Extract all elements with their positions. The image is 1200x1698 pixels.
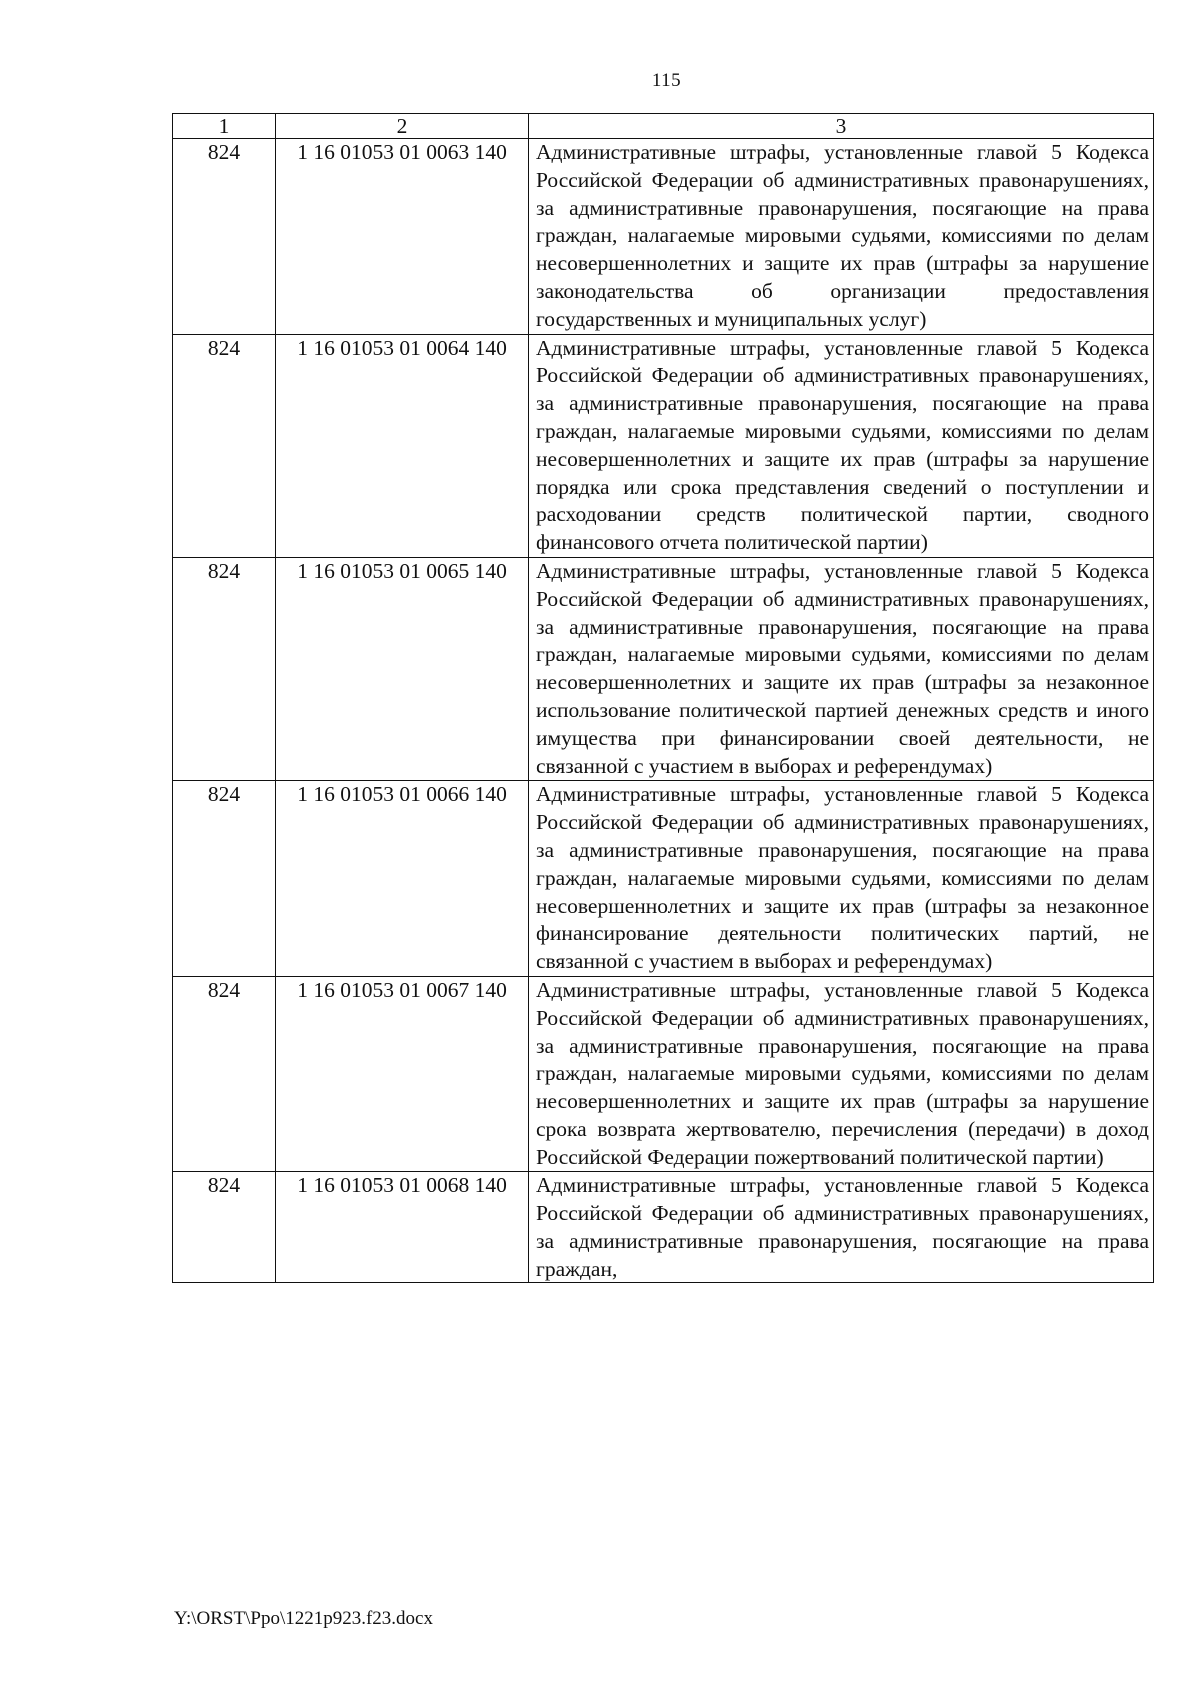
description-cell: Административные штрафы, установленные главой 5 Кодекса Российской Федерации об административных правонарушениях, за административные правонарушения, посягающие на права граждан, налагаемые мировыми судьями, комиссиями по делам несовершеннолетних и защите их прав (штрафы за нарушение порядка или срока представления сведений о поступлении и расходовании средств политической партии, сводного финансового отчета политической партии)	[529, 334, 1154, 557]
budget-code-cell: 1 16 01053 01 0067 140	[276, 976, 529, 1172]
budget-codes-table	[172, 113, 1154, 1283]
description-cell: Административные штрафы, установленные главой 5 Кодекса Российской Федерации об административных правонарушениях, за административные правонарушения, посягающие на права граждан, налагаемые мировыми судьями, комиссиями по делам несовершеннолетних и защите их прав (штрафы за незаконное финансирование деятельности политических партий, не связанной с участием в выборах и референдумах)	[529, 781, 1154, 977]
table-row	[173, 139, 1154, 335]
admin-code-cell: 824	[173, 334, 276, 557]
description-text: Административные штрафы, установленные главой 5 Кодекса Российской Федерации об административных правонарушениях, за административные правонарушения, посягающие на права граждан,	[536, 1173, 1149, 1281]
page-number: 115	[651, 70, 682, 91]
table-row	[173, 781, 1154, 977]
table-row	[173, 557, 1154, 780]
column-header-3: 3	[529, 114, 1154, 139]
column-header-2: 2	[276, 114, 529, 139]
description-cell	[529, 1172, 1154, 1283]
admin-code-cell: 824	[173, 557, 276, 780]
admin-code-cell: 824	[173, 781, 276, 977]
admin-code-cell: 824	[173, 139, 276, 335]
table-header-row	[173, 114, 1154, 139]
budget-code-cell: 1 16 01053 01 0065 140	[276, 557, 529, 780]
budget-code-cell: 1 16 01053 01 0063 140	[276, 139, 529, 335]
budget-code-cell: 1 16 01053 01 0068 140	[276, 1172, 529, 1283]
admin-code-cell: 824	[173, 1172, 276, 1283]
column-header-1: 1	[173, 114, 276, 139]
table-row	[173, 334, 1154, 557]
table-row	[173, 976, 1154, 1172]
description-cell: Административные штрафы, установленные главой 5 Кодекса Российской Федерации об административных правонарушениях, за административные правонарушения, посягающие на права граждан, налагаемые мировыми судьями, комиссиями по делам несовершеннолетних и защите их прав (штрафы за незаконное использование политической партией денежных средств и иного имущества при финансировании своей деятельности, не связанной с участием в выборах и референдумах)	[529, 557, 1154, 780]
admin-code-cell: 824	[173, 976, 276, 1172]
description-cell: Административные штрафы, установленные главой 5 Кодекса Российской Федерации об административных правонарушениях, за административные правонарушения, посягающие на права граждан, налагаемые мировыми судьями, комиссиями по делам несовершеннолетних и защите их прав (штрафы за нарушение законодательства об организации предоставления государственных и муниципальных услуг)	[529, 139, 1154, 335]
table-row	[173, 1172, 1154, 1283]
description-cell: Административные штрафы, установленные главой 5 Кодекса Российской Федерации об административных правонарушениях, за административные правонарушения, посягающие на права граждан, налагаемые мировыми судьями, комиссиями по делам несовершеннолетних и защите их прав (штрафы за нарушение срока возврата жертвователю, перечисления (передачи) в доход Российской Федерации пожертвований политической партии)	[529, 976, 1154, 1172]
file-path-footer: Y:\ORST\Ppo\1221p923.f23.docx	[174, 1608, 433, 1629]
budget-code-cell: 1 16 01053 01 0066 140	[276, 781, 529, 977]
budget-code-cell: 1 16 01053 01 0064 140	[276, 334, 529, 557]
